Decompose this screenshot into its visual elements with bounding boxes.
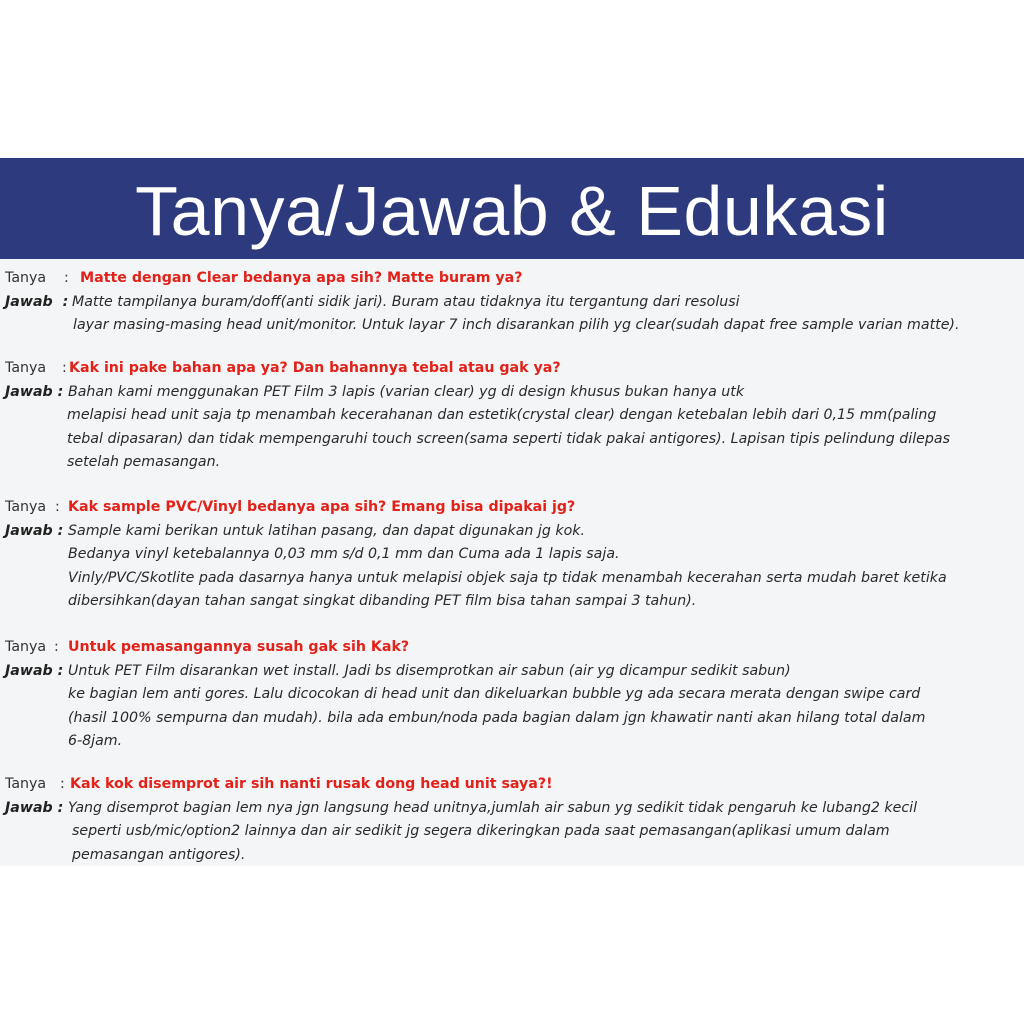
answer-row [5,683,1024,707]
answer-row [5,660,1024,684]
jawab-label [5,520,63,544]
answer-text: (hasil 100% sempurna dan mudah). bila ada embun/noda pada bagian dalam jgn khawatir nanti akan hilang total dalam [68,709,926,726]
answer-text: tebal dipasaran) dan tidak mempengaruhi touch screen(sama seperti tidak pakai antigores). Lapisan tipis pelindung dilepas [67,430,950,447]
jawab-colon: : [52,799,64,816]
tanya-colon: : [54,639,59,655]
tanya-label: Tanya [5,499,47,515]
tanya-colon: : [64,270,69,286]
answer-row [5,730,1024,754]
qa-item [5,636,1024,754]
answer-text: layar masing-masing head unit/monitor. Untuk layar 7 inch disarankan pilih yg clear(sudah dapat free sample varian matte). [73,317,960,334]
tanya-label: Tanya [5,639,47,655]
answer-text: Yang disemprot bagian lem nya jgn langsung head unitnya,jumlah air sabun yg sedikit tidak pengaruh ke lubang2 kecil [68,799,918,816]
answer-row [5,567,1024,591]
jawab-label-text: Jawab [5,662,53,679]
qa-item [5,357,1024,475]
answer-row [5,590,1024,614]
question-row [5,496,1024,520]
question-row [5,773,1024,797]
answer-row [5,707,1024,731]
answer-row [5,314,1024,338]
answer-row [5,381,1024,405]
tanya-label: Tanya [5,360,47,376]
answer-row [5,520,1024,544]
qa-item [5,267,1024,338]
answer-text: Sample kami berikan untuk latihan pasang, dan dapat digunakan jg kok. [68,522,585,539]
question-text: Kak ini pake bahan apa ya? Dan bahannya tebal atau gak ya? [69,360,561,376]
title-banner [0,158,1024,259]
answer-text: Vinly/PVC/Skotlite pada dasarnya hanya untuk melapisi objek saja tp tidak menambah kecerahan serta mudah baret ketika [68,569,947,586]
qa-item [5,496,1024,614]
answer-row [5,428,1024,452]
answer-text: Untuk PET Film disarankan wet install. Jadi bs disemprotkan air sabun (air yg dicampur sedikit sabun) [68,662,791,679]
tanya-label: Tanya [5,776,47,792]
question-text: Matte dengan Clear bedanya apa sih? Matte buram ya? [80,270,523,286]
question-text: Kak sample PVC/Vinyl bedanya apa sih? Emang bisa dipakai jg? [68,499,576,515]
answer-text: seperti usb/mic/option2 lainnya dan air sedikit jg segera dikeringkan pada saat pemasangan(aplikasi umum dalam [72,823,890,840]
jawab-label [5,381,63,405]
answer-text: pemasangan antigores). [72,846,246,863]
answer-text: dibersihkan(dayan tahan sangat singkat dibanding PET film bisa tahan sampai 3 tahun). [68,593,697,610]
tanya-colon: : [55,499,60,515]
jawab-label-text: Jawab [5,522,53,539]
question-row [5,357,1024,381]
page-title: Tanya/Jawab & Edukasi [135,171,889,250]
jawab-label-text: Jawab [5,293,53,310]
answer-text: Matte tampilanya buram/doff(anti sidik jari). Buram atau tidaknya itu tergantung dari resolusi [72,293,740,310]
tanya-colon: : [60,776,65,792]
tanya-label: Tanya [5,270,47,286]
answer-text: Bedanya vinyl ketebalannya 0,03 mm s/d 0,1 mm dan Cuma ada 1 lapis saja. [68,546,620,563]
answer-text: Bahan kami menggunakan PET Film 3 lapis (varian clear) yg di design khusus bukan hanya utk [68,383,745,400]
answer-row [5,404,1024,428]
jawab-colon: : [52,522,64,539]
jawab-colon: : [52,662,64,679]
jawab-label-text: Jawab [5,799,53,816]
answer-row [5,820,1024,844]
question-row [5,636,1024,660]
answer-row [5,844,1024,868]
tanya-colon: : [62,360,67,376]
answer-row [5,291,1024,315]
jawab-label [5,660,63,684]
question-text: Untuk pemasangannya susah gak sih Kak? [68,639,410,655]
answer-text: melapisi head unit saja tp menambah kecerahanan dan estetik(crystal clear) dengan ketebalan lebih dari 0,15 mm(paling [67,407,937,424]
answer-row [5,543,1024,567]
question-row [5,267,1024,291]
jawab-label-text: Jawab [5,383,53,400]
qa-item [5,773,1024,867]
answer-text: ke bagian lem anti gores. Lalu dicocokan di head unit dan dikeluarkan bubble yg ada secara merata dengan swipe card [68,686,921,703]
jawab-label [5,291,68,315]
question-text: Kak kok disemprot air sih nanti rusak dong head unit saya?! [70,776,553,792]
answer-row [5,797,1024,821]
answer-text: 6-8jam. [68,733,123,750]
jawab-colon: : [52,293,69,310]
answer-row [5,451,1024,475]
answer-text: setelah pemasangan. [67,454,221,471]
jawab-colon: : [52,383,64,400]
jawab-label [5,797,63,821]
